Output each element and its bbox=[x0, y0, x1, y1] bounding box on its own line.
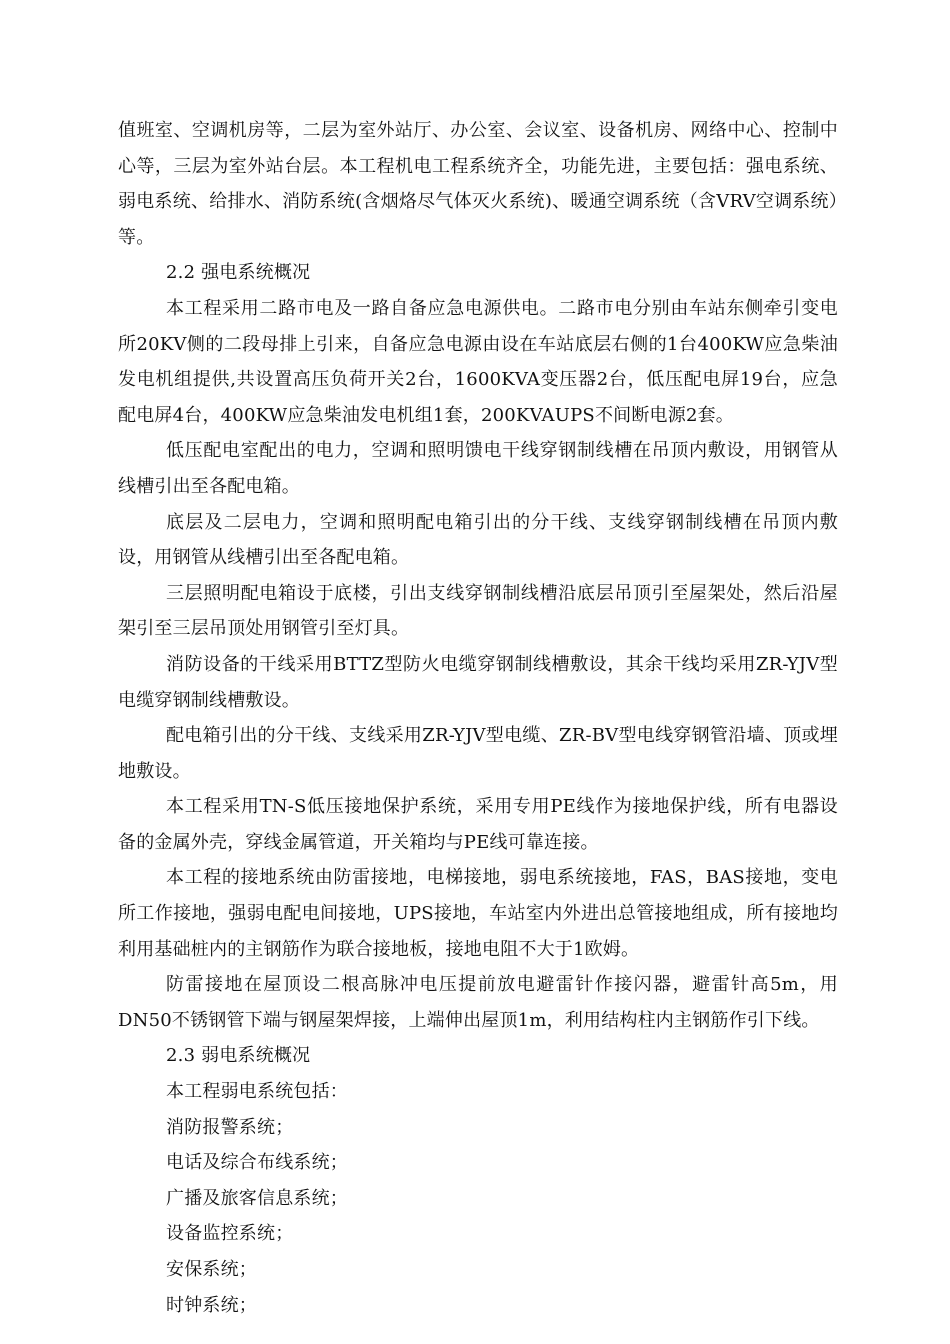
list-item: 时钟系统； bbox=[166, 1294, 257, 1316]
paragraph-low-voltage-distribution: 低压配电室配出的电力，空调和照明馈电干线穿钢制线槽在吊顶内敷设，用钢管从线槽引出至各配电箱。 bbox=[118, 440, 838, 497]
paragraph-lightning-protection: 防雷接地在屋顶设二根高脉冲电压提前放电避雷针作接闪器，避雷针高5m，用DN50不锈钢管下端与钢屋架焊接，上端伸出屋顶1m，利用结构柱内主钢筋作引下线。 bbox=[118, 974, 838, 1031]
paragraph-building-overview: 值班室、空调机房等，二层为室外站厅、办公室、会议室、设备机房、网络中心、控制中心等，三层为室外站台层。本工程机电工程系统齐全，功能先进，主要包括：强电系统、弱电系统、给排水、消防系统(含烟烙尽气体灭火系统)、暖通空调系统（含VRV空调系统）等。 bbox=[118, 120, 838, 248]
section-heading-weak-current: 2.3 弱电系统概况 bbox=[166, 1045, 311, 1067]
paragraph-fire-equipment-cables: 消防设备的干线采用BTTZ型防火电缆穿钢制线槽敷设，其余干线均采用ZR-YJV型电缆穿钢制线槽敷设。 bbox=[118, 653, 838, 711]
list-item: 广播及旅客信息系统； bbox=[166, 1187, 348, 1209]
paragraph-third-floor-lighting: 三层照明配电箱设于底楼，引出支线穿钢制线槽沿底层吊顶引至屋架处，然后沿屋架引至三层吊顶处用钢管引至灯具。 bbox=[118, 582, 838, 640]
paragraph-grounding-system: 本工程的接地系统由防雷接地，电梯接地，弱电系统接地，FAS，BAS接地，变电所工作接地，强弱电配电间接地，UPS接地，车站室内外进出总管接地组成，所有接地均利用基础桩内的主钢筋作为联合接地板，接地电阻不大于1欧姆。 bbox=[118, 867, 838, 960]
list-item: 安保系统； bbox=[166, 1259, 257, 1280]
paragraph-power-supply: 本工程采用二路市电及一路自备应急电源供电。二路市电分别由车站东侧牵引变电所20KV侧的二段母排上引来，自备应急电源由设在车站底层右侧的1台400KW应急柴油发电机组提供,共设置高压负荷开关2台，1600KVA变压器2台，低压配电屏19台，应急配电屏4台，400KW应急柴油发电机组1套，200KVAUPS不间断电源2套。 bbox=[118, 297, 838, 426]
list-item: 设备监控系统； bbox=[166, 1223, 294, 1245]
list-item: 电话及综合布线系统； bbox=[166, 1152, 348, 1174]
section-heading-strong-current: 2.2 强电系统概况 bbox=[166, 262, 311, 284]
paragraph-tn-s-grounding: 本工程采用TN-S低压接地保护系统，采用专用PE线作为接地保护线，所有电器设备的金属外壳，穿线金属管道，开关箱均与PE线可靠连接。 bbox=[118, 796, 838, 853]
paragraph-floor-distribution: 底层及二层电力，空调和照明配电箱引出的分干线、支线穿钢制线槽在吊顶内敷设，用钢管从线槽引出至各配电箱。 bbox=[118, 511, 838, 569]
paragraph-branch-wiring: 配电箱引出的分干线、支线采用ZR-YJV型电缆、ZR-BV型电线穿钢管沿墙、顶或埋地敷设。 bbox=[118, 725, 838, 782]
document-page bbox=[118, 113, 838, 1323]
list-item: 消防报警系统； bbox=[166, 1116, 294, 1138]
paragraph-weak-current-intro: 本工程弱电系统包括： bbox=[166, 1081, 348, 1103]
